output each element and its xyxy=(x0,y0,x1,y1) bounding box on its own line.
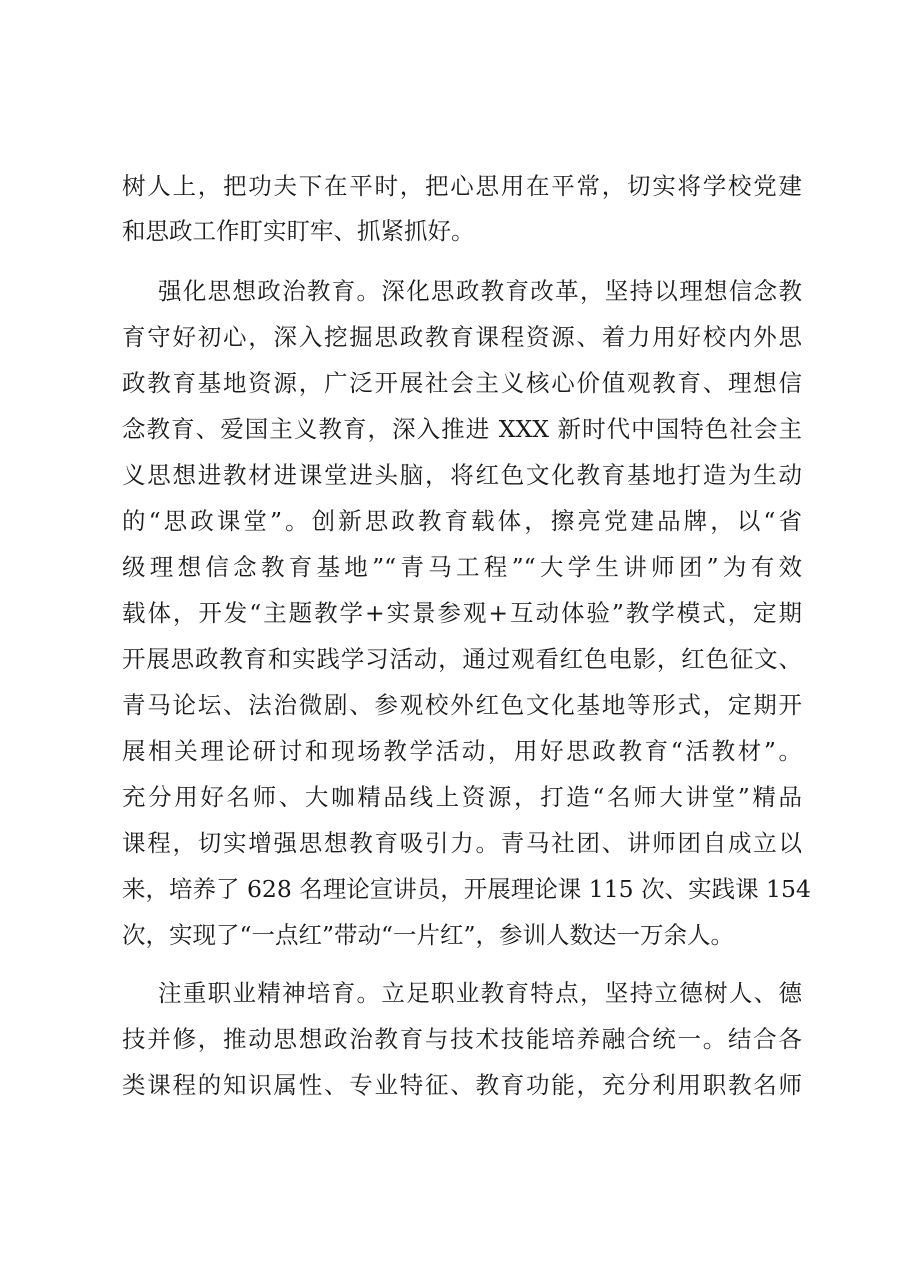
text-line: 类课程的知识属性、专业特征、教育功能，充分利用职教名师 xyxy=(122,1071,802,1099)
text-line: 义思想进教材进课堂进头脑，将红色文化教育基地打造为生动 xyxy=(122,461,802,489)
text-line: 的“思政课堂”。创新思政教育载体，擦亮党建品牌，以“省 xyxy=(122,507,802,535)
text-line: 青马论坛、法治微剧、参观校外红色文化基地等形式，定期开 xyxy=(122,691,802,719)
text-line: 育守好初心，深入挖掘思政教育课程资源、着力用好校内外思 xyxy=(122,323,802,351)
text-line: 次，实现了“一点红”带动“一片红”，参训人数达一万余人。 xyxy=(122,921,735,949)
paragraph-heading-line: 强化思想政治教育。深化思政教育改革，坚持以理想信念教 xyxy=(158,277,802,305)
text-line: 开展思政教育和实践学习活动，通过观看红色电影，红色征文、 xyxy=(122,645,802,673)
paragraph-heading-line: 注重职业精神培育。立足职业教育特点，坚持立德树人、德 xyxy=(158,979,802,1007)
text-line: 和思政工作盯实盯牢、抓紧抓好。 xyxy=(122,217,475,245)
text-line: 载体，开发“主题教学+实景参观+互动体验”教学模式，定期 xyxy=(122,599,802,627)
text-line: 课程，切实增强思想教育吸引力。青马社团、讲师团自成立以 xyxy=(122,829,802,857)
text-line: 政教育基地资源，广泛开展社会主义核心价值观教育、理想信 xyxy=(122,369,802,397)
text-line: 来，培养了 628 名理论宣讲员，开展理论课 115 次、实践课 154 xyxy=(122,875,811,903)
text-line: 念教育、爱国主义教育，深入推进 XXX 新时代中国特色社会主 xyxy=(122,415,802,443)
text-line: 展相关理论研讨和现场教学活动，用好思政教育“活教材”。 xyxy=(122,737,802,765)
text-line: 技并修，推动思想政治教育与技术技能培养融合统一。结合各 xyxy=(122,1025,802,1053)
text-line: 充分用好名师、大咖精品线上资源，打造“名师大讲堂”精品 xyxy=(122,783,802,811)
text-line: 级理想信念教育基地”“青马工程”“大学生讲师团”为有效 xyxy=(122,553,802,581)
text-line: 树人上，把功夫下在平时，把心思用在平常，切实将学校党建 xyxy=(122,172,802,200)
